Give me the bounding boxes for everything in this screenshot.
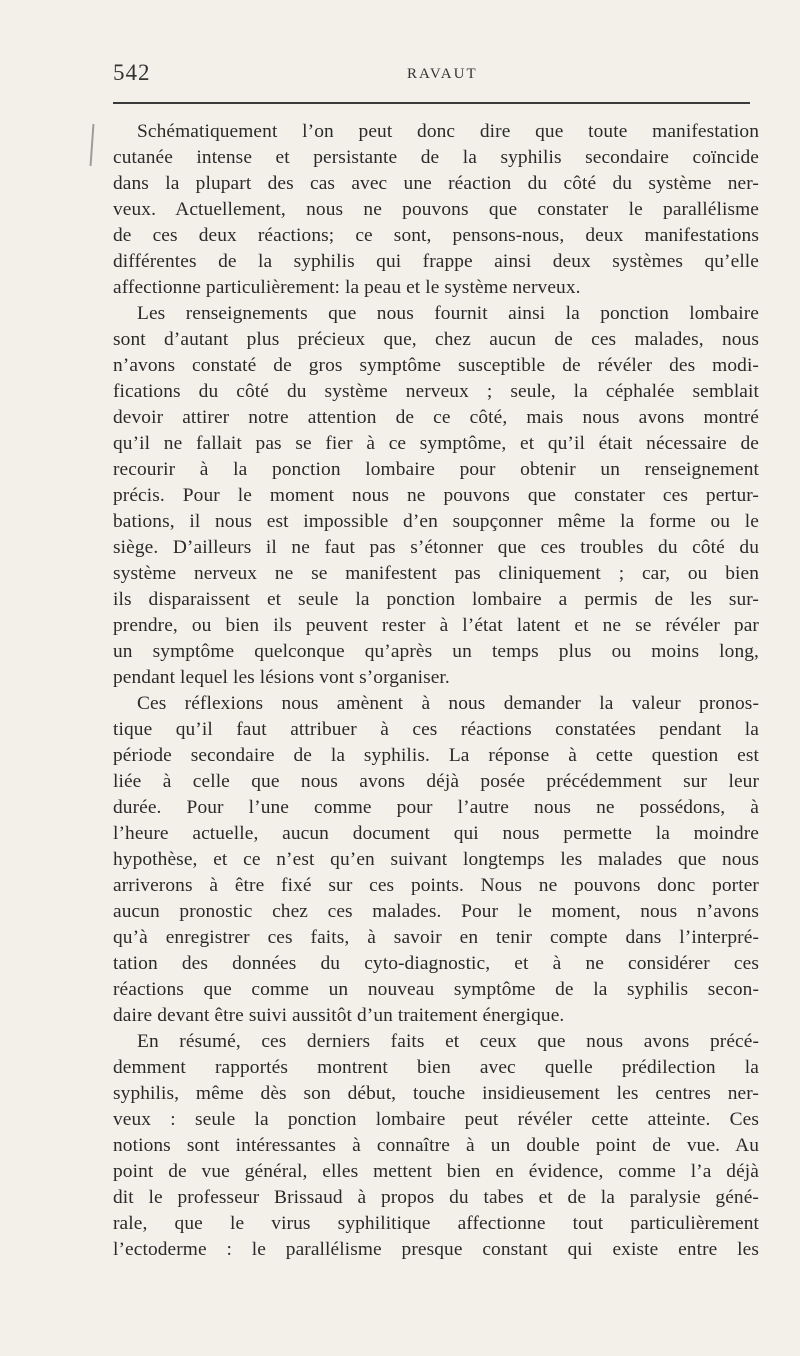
text-line: Les renseignements que nous fournit ainsi la ponction lombaire [137, 303, 759, 324]
paragraph-2 [113, 301, 759, 691]
text-line: réactions que comme un nouveau symptôme de la syphilis secon- [113, 979, 759, 1000]
text-line: demment rapportés montrent bien avec quelle prédilection la [113, 1057, 759, 1078]
text-line: n’avons constaté de gros symptôme susceptible de révéler des modi- [113, 355, 759, 376]
text-line: aucun pronostic chez ces malades. Pour le moment, nous n’avons [113, 901, 759, 922]
paragraph-4 [113, 1029, 759, 1263]
text-line: système nerveux ne se manifestent pas cliniquement ; car, ou bien [113, 563, 759, 584]
text-line: durée. Pour l’une comme pour l’autre nous ne possédons, à [113, 797, 759, 818]
paragraph-3 [113, 691, 759, 1029]
text-line: l’ectoderme : le parallélisme presque constant qui existe entre les [113, 1239, 759, 1260]
text-line: sont d’autant plus précieux que, chez aucun de ces malades, nous [113, 329, 759, 350]
text-line: dans la plupart des cas avec une réaction du côté du système ner- [113, 173, 759, 194]
running-head: RAVAUT [407, 66, 478, 82]
text-line: notions sont intéressantes à connaître à un double point de vue. Au [113, 1135, 759, 1156]
page-number: 542 [113, 60, 151, 85]
text-line: tation des données du cyto-diagnostic, et à ne considérer ces [113, 953, 759, 974]
text-line: En résumé, ces derniers faits et ceux que nous avons précé- [137, 1031, 759, 1052]
text-line: bations, il nous est impossible d’en soupçonner même la forme ou le [113, 511, 759, 532]
text-line: arriverons à être fixé sur ces points. Nous ne pouvons donc porter [113, 875, 759, 896]
text-line: un symptôme quelconque qu’après un temps plus ou moins long, [113, 641, 759, 662]
text-line: cutanée intense et persistante de la syphilis secondaire coïncide [113, 147, 759, 168]
text-line: Ces réflexions nous amènent à nous demander la valeur pronos- [137, 693, 759, 714]
text-line: veux. Actuellement, nous ne pouvons que constater le parallélisme [113, 199, 759, 220]
text-line: ils disparaissent et seule la ponction lombaire a permis de les sur- [113, 589, 759, 610]
text-line: siège. D’ailleurs il ne faut pas s’étonner que ces troubles du côté du [113, 537, 759, 558]
text-line: pendant lequel les lésions vont s’organiser. [113, 667, 450, 688]
text-line: qu’à enregistrer ces faits, à savoir en tenir compte dans l’interpré- [113, 927, 759, 948]
text-line: qu’il ne fallait pas se fier à ce symptôme, et qu’il était nécessaire de [113, 433, 759, 454]
header-rule [113, 102, 750, 104]
text-line: recourir à la ponction lombaire pour obtenir un renseignement [113, 459, 759, 480]
text-line: daire devant être suivi aussitôt d’un traitement énergique. [113, 1005, 565, 1026]
text-line: différentes de la syphilis qui frappe ainsi deux systèmes qu’elle [113, 251, 759, 272]
text-line: Schématiquement l’on peut donc dire que toute manifestation [137, 121, 759, 142]
text-line: de ces deux réactions; ce sont, pensons-nous, deux manifestations [113, 225, 759, 246]
text-line: fications du côté du système nerveux ; seule, la céphalée semblait [113, 381, 759, 402]
text-line: période secondaire de la syphilis. La réponse à cette question est [113, 745, 759, 766]
text-line: devoir attirer notre attention de ce côté, mais nous avons montré [113, 407, 759, 428]
text-line: dit le professeur Brissaud à propos du tabes et de la paralysie géné- [113, 1187, 759, 1208]
text-line: précis. Pour le moment nous ne pouvons que constater ces pertur- [113, 485, 759, 506]
text-line: tique qu’il faut attribuer à ces réactions constatées pendant la [113, 719, 759, 740]
margin-mark [90, 124, 95, 166]
text-line: rale, que le virus syphilitique affectionne tout particulièrement [113, 1213, 759, 1234]
text-line: point de vue général, elles mettent bien en évidence, comme l’a déjà [113, 1161, 759, 1182]
page-header [113, 60, 753, 90]
text-line: liée à celle que nous avons déjà posée précédemment sur leur [113, 771, 759, 792]
body-text [113, 119, 759, 1263]
text-line: veux : seule la ponction lombaire peut révéler cette atteinte. Ces [113, 1109, 759, 1130]
text-line: affectionne particulièrement: la peau et le système nerveux. [113, 277, 581, 298]
text-line: hypothèse, et ce n’est qu’en suivant longtemps les malades que nous [113, 849, 759, 870]
text-line: prendre, ou bien ils peuvent rester à l’état latent et ne se révéler par [113, 615, 759, 636]
text-line: syphilis, même dès son début, touche insidieusement les centres ner- [113, 1083, 759, 1104]
paragraph-1 [113, 119, 759, 301]
text-line: l’heure actuelle, aucun document qui nous permette la moindre [113, 823, 759, 844]
